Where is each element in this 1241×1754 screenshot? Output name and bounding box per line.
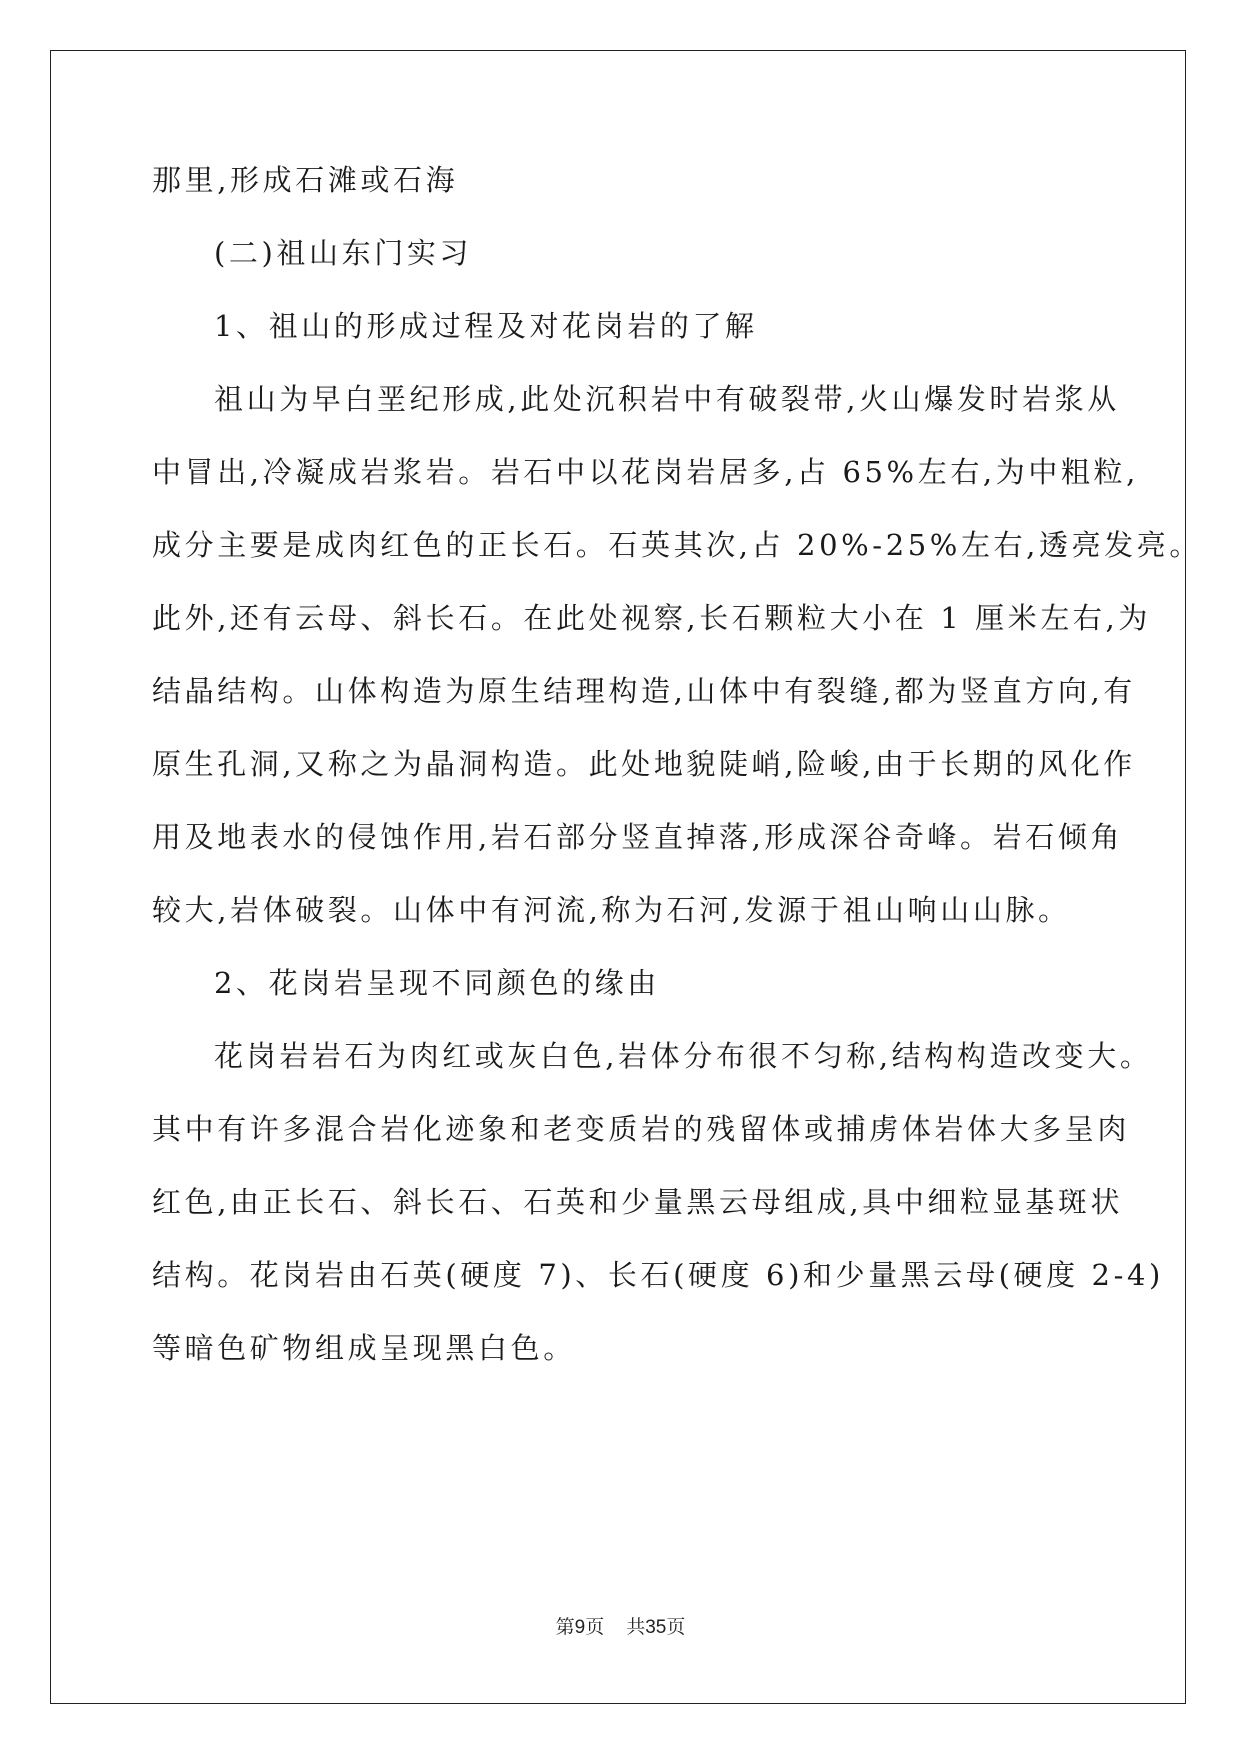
text-line: 花岗岩岩石为肉红或灰白色,岩体分布很不匀称,结构构造改变大。 [214, 1039, 1153, 1073]
text-line: 结晶结构。山体构造为原生结理构造,山体中有裂缝,都为竖直方向,有 [152, 674, 1136, 708]
page-footer [0, 1612, 1241, 1639]
page-label-suffix: 页 [585, 1617, 605, 1638]
subsection-heading: 2、花岗岩呈现不同颜色的缘由 [214, 966, 660, 1000]
text-line: 用及地表水的侵蚀作用,岩石部分竖直掉落,形成深谷奇峰。岩石倾角 [152, 820, 1124, 854]
text-line: 原生孔洞,又称之为晶洞构造。此处地貌陡峭,险峻,由于长期的风化作 [152, 747, 1136, 781]
section-heading: (二)祖山东门实习 [214, 236, 473, 270]
subsection-heading: 1、祖山的形成过程及对花岗岩的了解 [214, 309, 758, 343]
text-line: 较大,岩体破裂。山体中有河流,称为石河,发源于祖山响山山脉。 [152, 893, 1071, 927]
text-line: 红色,由正长石、斜长石、石英和少量黑云母组成,具中细粒显基斑状 [152, 1185, 1124, 1219]
text-line: 此外,还有云母、斜长石。在此处视察,长石颗粒大小在 1 厘米左右,为 [152, 601, 1151, 635]
page-number: 9 [574, 1617, 586, 1638]
text-line: 等暗色矿物组成呈现黑白色。 [152, 1331, 576, 1365]
text-line: 其中有许多混合岩化迹象和老变质岩的残留体或捕虏体岩体大多呈肉 [152, 1112, 1131, 1146]
text-line: 中冒出,冷凝成岩浆岩。岩石中以花岗岩居多,占 65%左右,为中粗粒, [152, 455, 1139, 489]
total-pages: 35 [645, 1617, 667, 1638]
text-line: 结构。花岗岩由石英(硬度 7)、长石(硬度 6)和少量黑云母(硬度 2-4) [152, 1258, 1164, 1292]
text-line: 祖山为早白垩纪形成,此处沉积岩中有破裂带,火山爆发时岩浆从 [214, 382, 1120, 416]
text-line: 那里,形成石滩或石海 [152, 163, 459, 197]
page-label-prefix: 第 [555, 1617, 575, 1638]
total-label-prefix: 共 [626, 1617, 646, 1638]
page-border [50, 50, 1186, 1704]
text-line: 成分主要是成肉红色的正长石。石英其次,占 20%-25%左右,透亮发亮。 [152, 528, 1202, 562]
total-label-suffix: 页 [666, 1617, 686, 1638]
